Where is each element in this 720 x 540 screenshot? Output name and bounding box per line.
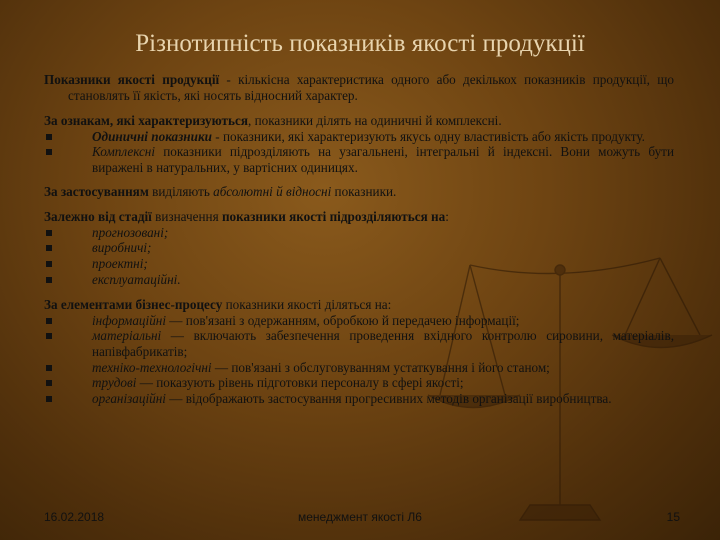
definition-paragraph <box>44 72 674 103</box>
footer-title: менеджмент якості Л6 <box>298 510 422 524</box>
list-item: експлуатаційні. <box>44 272 674 288</box>
list-item: прогнозовані; <box>44 225 674 241</box>
list-item: організаційні — відображають застосування прогресивних методів організації виробництва. <box>44 391 674 407</box>
list-item: матеріальні — включають забезпечення проведення вхідного контролю сировини, матеріалів, напівфабрикатів; <box>44 328 674 359</box>
slide-body <box>44 72 674 406</box>
application-paragraph: За застосуванням виділяють абсолютні й відносні показники. <box>44 183 397 199</box>
list-item: Комплексні показники підрозділяють на узагальнені, інтегральні й індексні. Вони можуть бути виражені в натуральних, у вартісних одиницях. <box>44 144 674 175</box>
features-lead: За ознакам, які характеризуються <box>44 113 248 129</box>
features-list <box>44 129 674 176</box>
list-item: техніко-технологічні — пов'язані з обслуговуванням устаткування і його станом; <box>44 360 674 376</box>
list-item: інформаційні — пов'язані з одержанням, обробкою й передачею інформації; <box>44 313 674 329</box>
stage-list <box>44 225 674 287</box>
list-item: Одиничні показники - показники, які характеризують якусь одну властивість або якість продукту. <box>44 129 674 145</box>
stage-paragraph: Залежно від стадії визначення показники якості підрозділяються на: <box>44 209 449 225</box>
business-paragraph: За елементами бізнес-процесу показники якості діляться на: <box>44 297 392 313</box>
list-item: проектні; <box>44 256 674 272</box>
features-paragraph <box>44 113 674 129</box>
page-number: 15 <box>666 510 680 524</box>
list-item: трудові — показують рівень підготовки персоналу в сфері якості; <box>44 375 674 391</box>
slide-title: Різнотипність показників якості продукції <box>135 30 585 57</box>
definition-text: - кількісна характеристика одного або декількох показників продукції, що становлять її якість, які носять відносний характер. <box>68 72 674 103</box>
features-text: , показники ділять на одиничні й комплексні. <box>247 113 502 129</box>
definition-term: Показники якості продукції <box>44 72 220 87</box>
list-item: виробничі; <box>44 240 674 256</box>
footer-date: 16.02.2018 <box>44 510 105 524</box>
business-list <box>44 313 674 407</box>
